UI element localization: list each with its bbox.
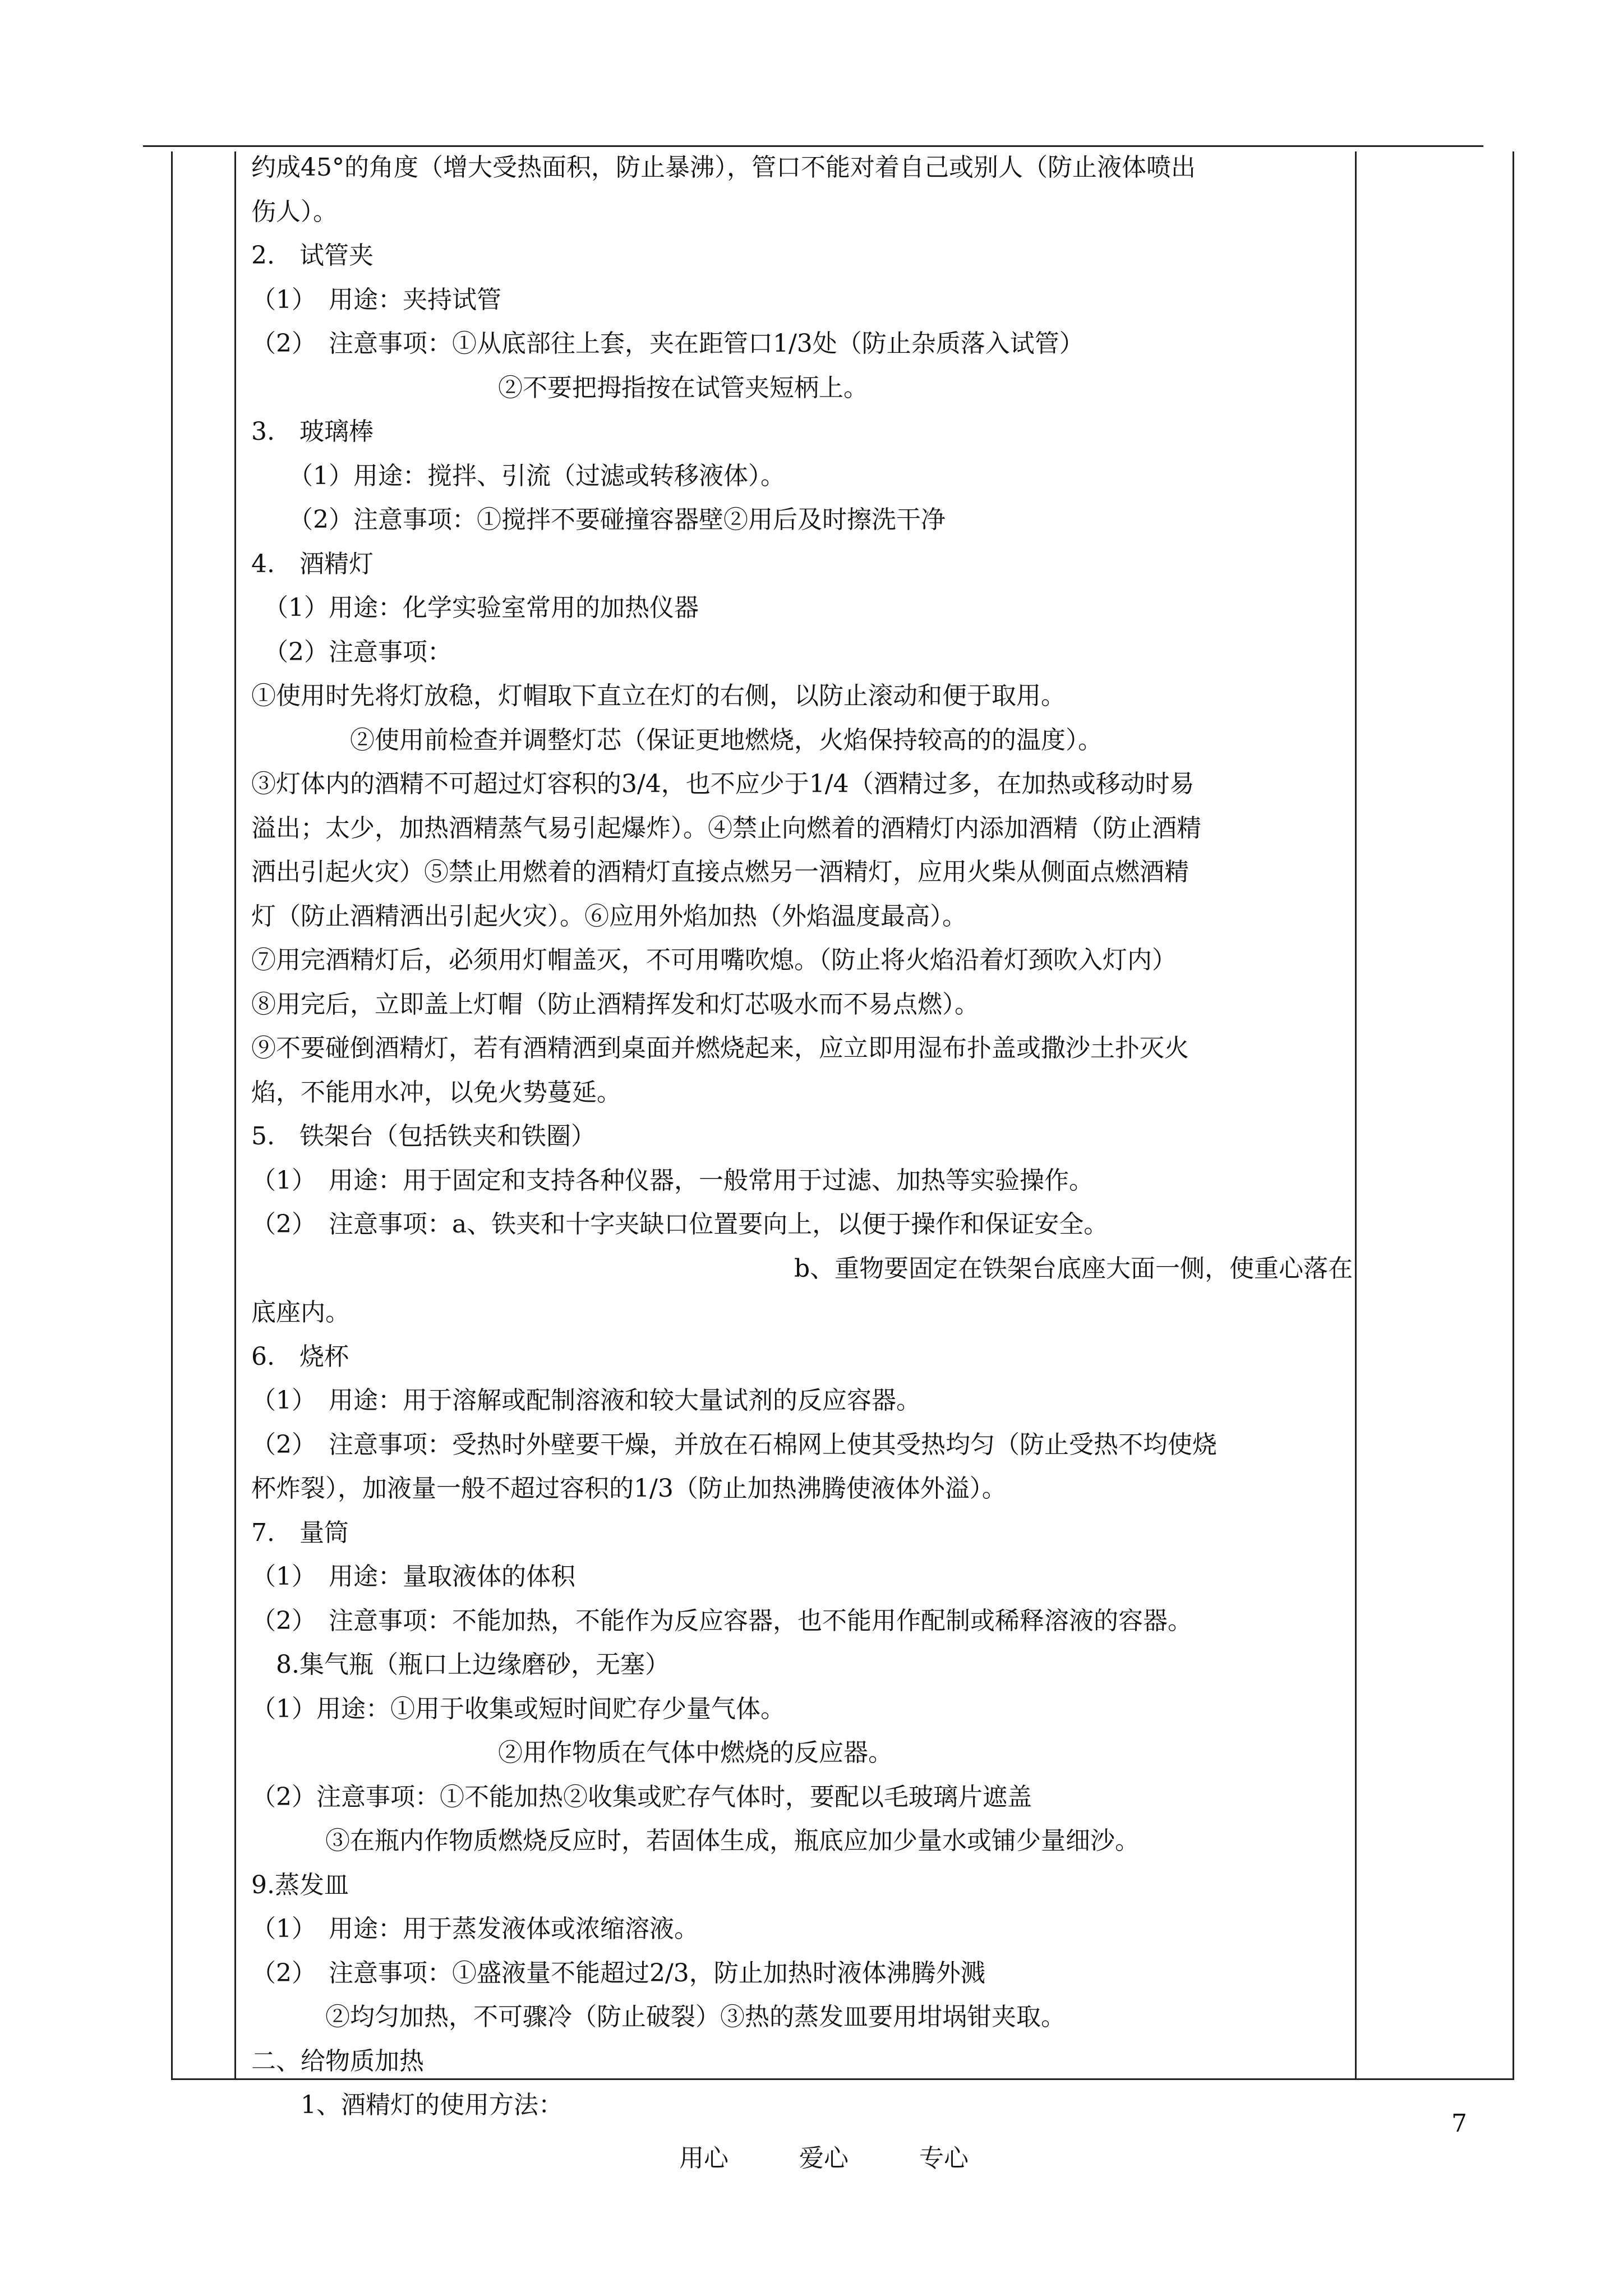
text-line: 5. 铁架台（包括铁夹和铁圈） (251, 1122, 596, 1151)
text-line: ⑧用完后，立即盖上灯帽（防止酒精挥发和灯芯吸水而不易点燃）。 (251, 990, 979, 1019)
text-line: 焰，不能用水冲，以免火势蔓延。 (251, 1078, 621, 1107)
text-line: ②均匀加热，不可骤冷（防止破裂）③热的蒸发皿要用坩埚钳夹取。 (251, 2003, 1066, 2031)
text-line: ⑦用完酒精灯后，必须用灯帽盖灭，不可用嘴吹熄。（防止将火焰沿着灯颈吹入灯内） (251, 946, 1177, 974)
text-line: 杯炸裂），加液量一般不超过容积的1/3（防止加热沸腾使液体外溢）。 (251, 1474, 1007, 1503)
text-line: 二、给物质加热 (251, 2046, 424, 2076)
text-line: 9.蒸发皿 (251, 1870, 349, 1899)
document-body (251, 146, 1353, 2128)
text-line: （2） 注意事项：①从底部往上套，夹在距管口1/3处（防止杂质落入试管） (251, 329, 1084, 358)
text-line: （1） 用途：用于固定和支持各种仪器，一般常用于过滤、加热等实验操作。 (251, 1166, 1094, 1195)
text-line: b、重物要固定在铁架台底座大面一侧，使重心落在 (251, 1254, 1353, 1283)
text-line: 7. 量筒 (251, 1518, 349, 1547)
text-line: （2） 注意事项：①盛液量不能超过2/3，防止加热时液体沸腾外溅 (251, 1958, 985, 1987)
text-line: （2）注意事项：①搅拌不要碰撞容器壁②用后及时擦洗干净 (251, 505, 946, 534)
text-line: ②不要把拇指按在试管夹短柄上。 (251, 373, 868, 402)
text-line: 灯（防止酒精洒出引起火灾）。⑥应用外焰加热（外焰温度最高）。 (251, 901, 967, 931)
table-column-divider (1355, 151, 1357, 2078)
text-line: ③在瓶内作物质燃烧反应时，若固体生成，瓶底应加少量水或铺少量细沙。 (251, 1826, 1140, 1855)
footer-slogan-word: 爱心 (799, 2144, 849, 2173)
text-line: 2. 试管夹 (251, 241, 374, 270)
text-line: 约成45°的角度（增大受热面积，防止暴沸），管口不能对着自己或别人（防止液体喷出 (251, 153, 1196, 182)
text-line: 溢出；太少，加热酒精蒸气易引起爆炸）。④禁止向燃着的酒精灯内添加酒精（防止酒精 (251, 813, 1201, 843)
text-line: （2） 注意事项：受热时外壁要干燥，并放在石棉网上使其受热均匀（防止受热不均使烧 (251, 1430, 1217, 1459)
text-line: （1） 用途：用于蒸发液体或浓缩溶液。 (251, 1915, 699, 1943)
footer-slogan-word: 用心 (679, 2144, 728, 2173)
text-line: （1）用途：搅拌、引流（过滤或转移液体）。 (251, 461, 785, 490)
text-line: ②使用前检查并调整灯芯（保证更地燃烧，火焰保持较高的的温度）。 (251, 725, 1103, 754)
text-line: （1）用途：①用于收集或短时间贮存少量气体。 (251, 1694, 785, 1723)
page-number: 7 (1451, 2109, 1467, 2138)
text-line: 洒出引起火灾）⑤禁止用燃着的酒精灯直接点燃另一酒精灯，应用火柴从侧面点燃酒精 (251, 858, 1189, 886)
text-line: 伤人）。 (251, 197, 338, 226)
footer-slogan-word: 专心 (919, 2144, 969, 2173)
text-line: ①使用时先将灯放稳，灯帽取下直立在灯的右侧，以防止滚动和便于取用。 (251, 682, 1066, 710)
text-line: ③灯体内的酒精不可超过灯容积的3/4，也不应少于1/4（酒精过多，在加热或移动时易 (251, 770, 1195, 798)
table-column-divider (234, 151, 236, 2078)
text-line: 6. 烧杯 (251, 1342, 349, 1371)
text-line: （1） 用途：夹持试管 (251, 285, 501, 314)
text-line: 3. 玻璃棒 (251, 417, 374, 446)
text-line: 8.集气瓶（瓶口上边缘磨砂，无塞） (251, 1650, 670, 1679)
text-line: ②用作物质在气体中燃烧的反应器。 (251, 1738, 893, 1767)
text-line: （1）用途：化学实验室常用的加热仪器 (251, 593, 699, 622)
footer-slogan (648, 2109, 969, 2202)
text-line: （2）注意事项： (251, 637, 452, 666)
text-line: 4. 酒精灯 (251, 549, 374, 578)
text-line: （1） 用途：量取液体的体积 (251, 1562, 575, 1591)
text-line: 底座内。 (251, 1298, 350, 1327)
text-line: 1、酒精灯的使用方法： (251, 2091, 563, 2119)
text-line: ⑨不要碰倒酒精灯，若有酒精洒到桌面并燃烧起来，应立即用湿布扑盖或撒沙土扑灭火 (251, 1034, 1189, 1062)
text-line: （1） 用途：用于溶解或配制溶液和较大量试剂的反应容器。 (251, 1386, 921, 1415)
text-line: （2）注意事项：①不能加热②收集或贮存气体时，要配以毛玻璃片遮盖 (251, 1782, 1032, 1811)
text-line: （2） 注意事项：a、铁夹和十字夹缺口位置要向上，以便于操作和保证安全。 (251, 1210, 1109, 1239)
text-line: （2） 注意事项：不能加热，不能作为反应容器，也不能用作配制或稀释溶液的容器。 (251, 1606, 1192, 1635)
